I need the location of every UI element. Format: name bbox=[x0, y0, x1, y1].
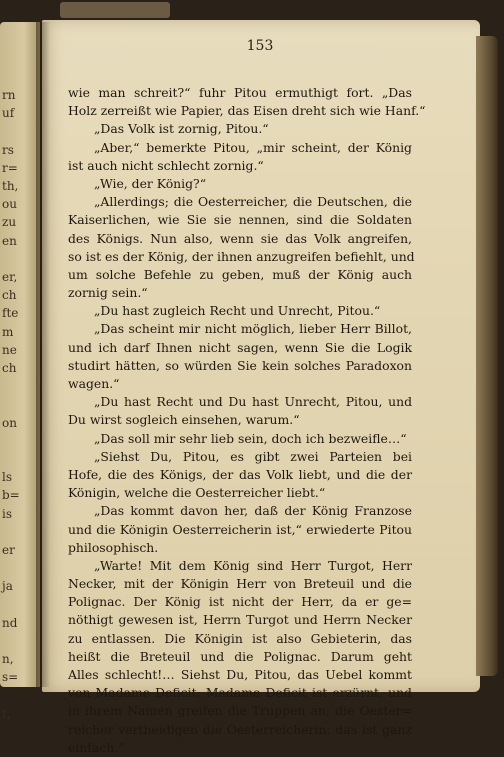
book-cover-edge bbox=[60, 2, 170, 18]
text-line: Hofe, die des Königs, der das Volk liebt, und die der bbox=[68, 466, 412, 482]
left-page bbox=[0, 22, 40, 721]
text-line: Alles schlecht!… Siehst Du, Pitou, das Uebel kommt bbox=[68, 667, 412, 682]
left-page-fragment: b= bbox=[2, 488, 20, 503]
left-page-fragment: ch bbox=[2, 288, 17, 303]
text-line: „Das scheint mir nicht möglich, lieber Herr Billot, bbox=[94, 321, 412, 337]
text-line: „Allerdings; die Oesterreicher, die Deutschen, die bbox=[94, 194, 412, 210]
text-line: des Königs. Nun also, wenn sie das Volk angreifen, bbox=[68, 230, 412, 246]
left-page-fragment: fte bbox=[2, 306, 19, 321]
left-page-fragment: is bbox=[2, 506, 12, 521]
text-line: „Du hast zugleich Recht und Unrecht, Pitou.“ bbox=[94, 303, 381, 319]
left-page-fragment: er, bbox=[2, 270, 18, 284]
text-line: Necker, mit der Königin Herr von Breteuil und die bbox=[68, 576, 412, 592]
text-line: „Aber,“ bemerkte Pitou, „mir scheint, der König bbox=[94, 139, 412, 155]
text-line: philosophisch. bbox=[68, 539, 159, 555]
text-line: reicher vertheidigen die Oesterreicherin: das ist ganz bbox=[68, 721, 412, 737]
text-line: Holz zerreißt wie Papier, das Eisen dreht sich wie Hanf.“ bbox=[68, 103, 426, 119]
text-line: ist auch nicht schlecht zornig.“ bbox=[68, 157, 264, 173]
left-page-fragment: th, bbox=[2, 179, 19, 193]
text-column bbox=[68, 84, 426, 757]
text-line: Du wirst sogleich einsehen, warum.“ bbox=[68, 412, 300, 428]
left-page-fragment: on bbox=[2, 415, 17, 430]
text-line: zu entlassen. Die Königin ist also Gebieterin, das bbox=[68, 630, 412, 646]
text-line: einfach.“ bbox=[68, 739, 125, 755]
text-line: „Siehst Du, Pitou, es gibt zwei Parteien bei bbox=[94, 448, 412, 464]
text-line: Kaiserlichen, wie Sie sie nennen, sind die Soldaten bbox=[68, 212, 412, 228]
left-page-fragment: ch bbox=[2, 361, 17, 375]
text-line: zornig sein.“ bbox=[68, 285, 148, 301]
text-line: „Das soll mir sehr lieb sein, doch ich bezweifle…“ bbox=[94, 430, 407, 446]
text-line: wie man schreit?“ fuhr Pitou ermuthigt fort. „Das bbox=[68, 85, 412, 100]
text-line: in ihrem Namen greifen die Truppen an; die Oester= bbox=[68, 703, 412, 719]
text-line: „Das Volk ist zornig, Pitou.“ bbox=[94, 121, 269, 137]
text-line: „Warte! Mit dem König sind Herr Turgot, Herr bbox=[94, 557, 412, 573]
text-line: heißt die Breteuil und die Polignac. Darum geht bbox=[68, 648, 412, 664]
text-line: um solche Befehle zu geben, muß der König auch bbox=[68, 266, 412, 282]
spine-shadow bbox=[36, 22, 50, 687]
text-line: und die Königin Oesterreicherin ist,“ erwiederte Pitou bbox=[68, 521, 412, 537]
text-line: nöthigt gewesen ist, Herrn Turgot und Herrn Necker bbox=[68, 612, 412, 628]
text-line: Königin, welche die Oesterreicher liebt.“ bbox=[68, 485, 326, 501]
left-page-fragment: rs bbox=[2, 142, 14, 157]
left-page-fragment: er bbox=[2, 543, 15, 557]
left-page-fragment: uf bbox=[2, 106, 15, 121]
text-line: „Du hast Recht und Du hast Unrecht, Pitou, und bbox=[94, 394, 412, 410]
left-page-fragment: ou bbox=[2, 197, 17, 212]
text-line: wagen.“ bbox=[68, 376, 120, 391]
text-line: und ich darf Ihnen nicht sagen, wenn Sie die Logik bbox=[68, 339, 412, 355]
text-line: Polignac. Der König ist nicht der Herr, da er ge= bbox=[68, 594, 412, 610]
text-line: „Wie, der König?“ bbox=[94, 175, 207, 191]
page-edge-stack bbox=[476, 36, 498, 676]
left-page-fragment: nd bbox=[2, 615, 18, 630]
text-line: „Das kommt davon her, daß der König Franzose bbox=[94, 503, 412, 519]
left-page-fragment: zu bbox=[2, 215, 17, 230]
left-page-fragment: rn bbox=[2, 88, 16, 102]
left-page-fragment: ne bbox=[2, 342, 17, 357]
left-page-fragment: n, bbox=[2, 652, 14, 667]
page-number: 153 bbox=[246, 38, 274, 54]
left-page-fragment: ls bbox=[2, 470, 12, 485]
text-line: von Madame Deficit; Madame Deficit ist erzürnt, und bbox=[68, 685, 412, 701]
left-page-fragment: ja bbox=[2, 579, 13, 594]
left-page-fragment: en bbox=[2, 233, 17, 248]
left-page-fragment: t, bbox=[2, 706, 11, 721]
left-page-fragment: r= bbox=[2, 160, 18, 175]
left-page-fragment: s= bbox=[2, 670, 19, 685]
text-line: so ist es der König, der ihnen anzugreifen befiehlt, und bbox=[68, 248, 415, 264]
left-page-fragment: m bbox=[2, 324, 14, 339]
text-line: studirt hätten, so würden Sie kein solches Paradoxon bbox=[68, 357, 412, 373]
